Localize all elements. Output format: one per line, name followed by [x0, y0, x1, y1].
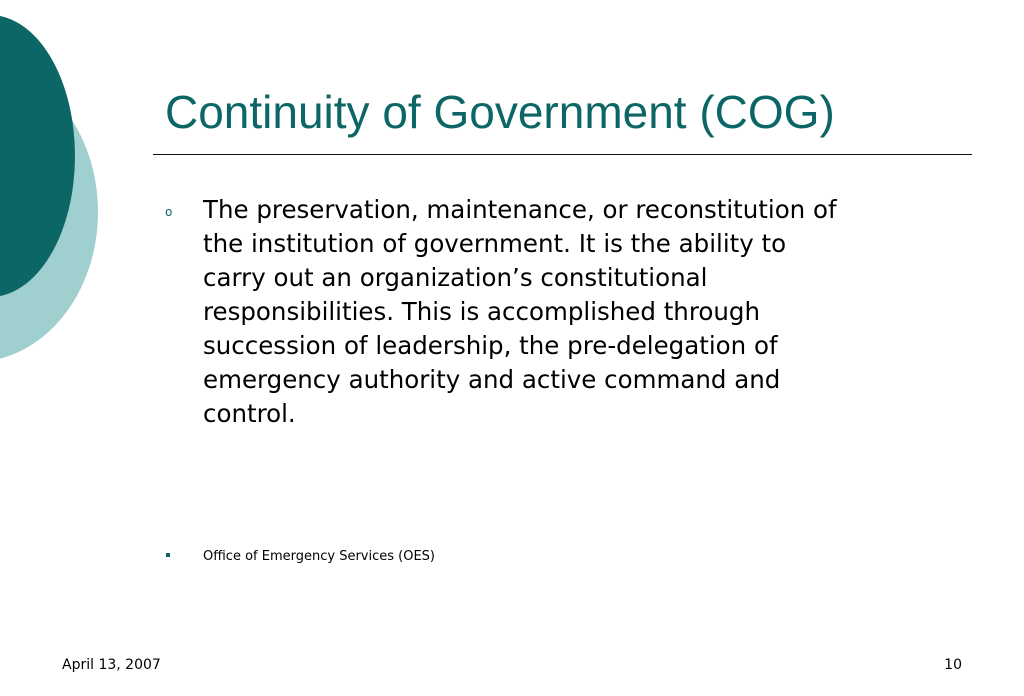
- slide-title: Continuity of Government (COG): [165, 86, 835, 138]
- bullet-text-oes: Office of Emergency Services (OES): [203, 549, 435, 564]
- footer-date: April 13, 2007: [62, 657, 161, 673]
- slide-number: 10: [944, 657, 962, 673]
- bullet-text-cog-definition: The preservation, maintenance, or reconstitution of the institution of government. It is the ability to carry out an organization’s constitutional responsibilities. This is accomplished through succession of leadership, the pre-delegation of emergency authority and active command and control.: [203, 195, 837, 428]
- bullet-marker-circle-icon: o: [165, 205, 173, 219]
- bullet-marker-square-icon: [166, 553, 170, 557]
- title-divider: [153, 154, 972, 155]
